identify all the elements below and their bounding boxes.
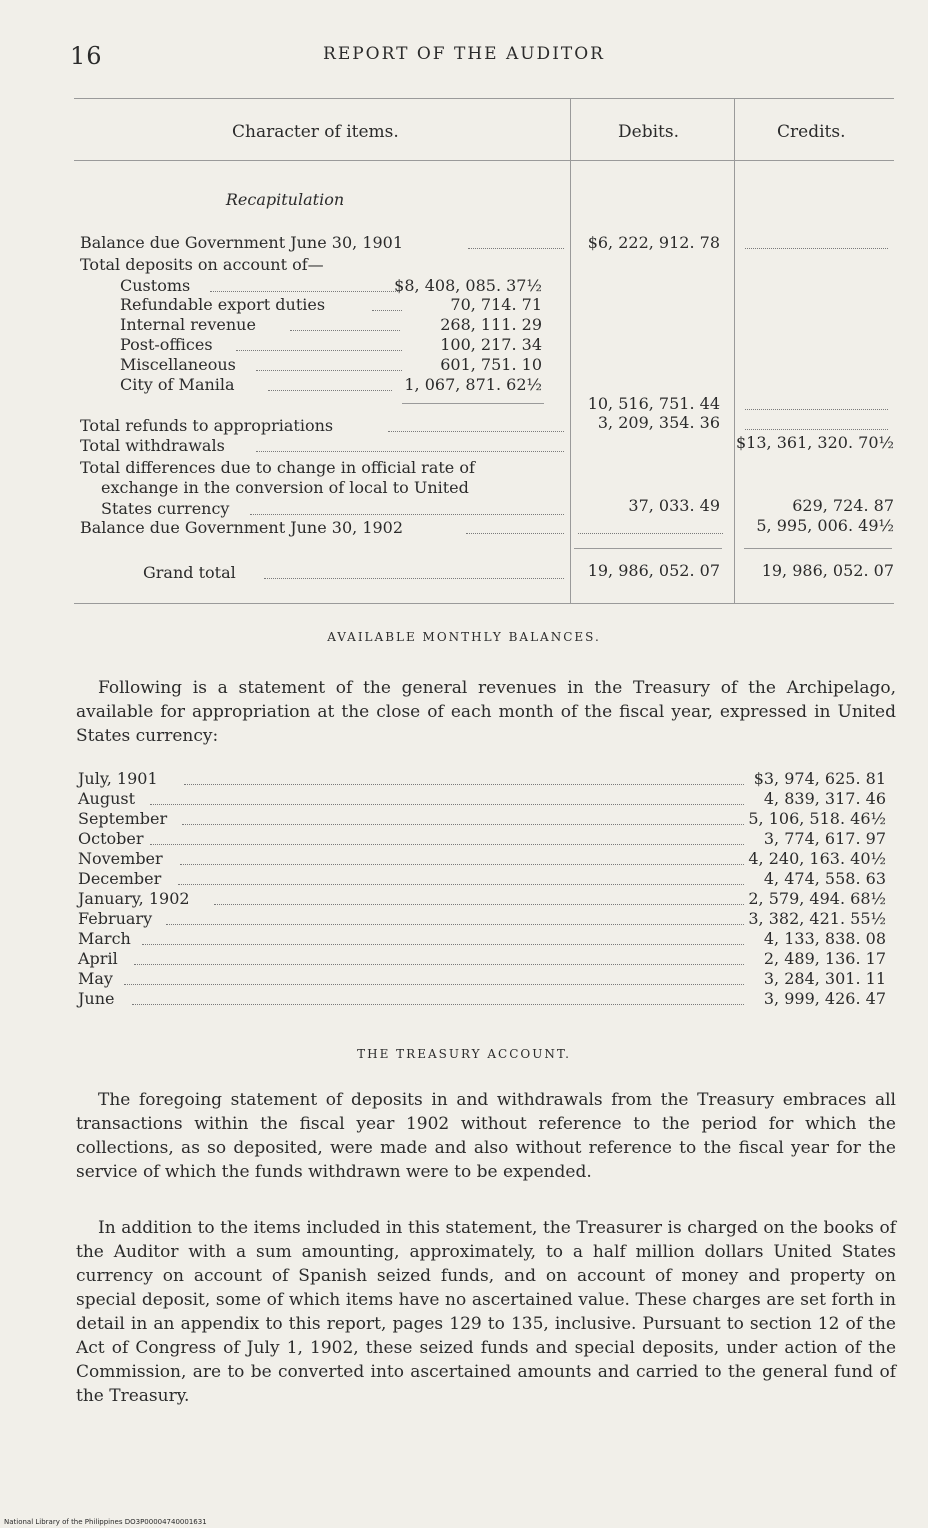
deposits-total-debit: 10, 516, 751. 44 [587, 394, 720, 413]
leader-dots [578, 533, 723, 534]
column-header-debits: Debits. [618, 122, 679, 142]
section-title-monthly: AVAILABLE MONTHLY BALANCES. [327, 630, 601, 644]
row-differences-line2: exchange in the conversion of local to United [101, 478, 469, 497]
leader-dots [256, 370, 402, 371]
row-grand-total-debit: 19, 986, 052. 07 [587, 561, 720, 580]
leader-dots [142, 944, 744, 945]
leader-dots [290, 330, 400, 331]
leader-dots [184, 784, 744, 785]
deposit-label: Miscellaneous [120, 355, 236, 374]
month-label: April [78, 949, 118, 968]
month-amount: $3, 974, 625. 81 [753, 769, 886, 788]
deposit-amount: 601, 751. 10 [440, 355, 542, 374]
month-label: March [78, 929, 131, 948]
leader-dots [466, 533, 564, 534]
leader-dots [236, 350, 402, 351]
leader-dots [134, 964, 744, 965]
credits-column-divider [734, 98, 735, 603]
total-rule [574, 548, 722, 549]
deposit-label: Customs [120, 276, 191, 295]
deposit-label: Refundable export duties [120, 295, 326, 314]
month-label: July, 1901 [78, 769, 158, 788]
table-top-rule [74, 98, 894, 99]
treasury-paragraph-2 [76, 1216, 896, 1408]
table-bottom-rule [74, 603, 894, 604]
leader-dots [250, 514, 564, 515]
subtotal-rule [402, 403, 544, 404]
deposits-label: Total deposits on account of— [80, 255, 324, 274]
month-amount: 5, 106, 518. 46½ [748, 809, 886, 828]
month-label: February [78, 909, 153, 928]
month-amount: 2, 489, 136. 17 [763, 949, 886, 968]
row-differences-debit: 37, 033. 49 [628, 496, 720, 515]
month-label: September [78, 809, 168, 828]
row-differences-line1: Total differences due to change in official rate of [80, 458, 475, 477]
leader-dots [745, 409, 888, 410]
leader-dots [180, 864, 744, 865]
month-amount: 3, 284, 301. 11 [763, 969, 886, 988]
row-balance-1902-credit: 5, 995, 006. 49½ [756, 516, 894, 535]
row-balance-1901-debit: $6, 222, 912. 78 [587, 233, 720, 252]
month-label: May [78, 969, 113, 988]
leader-dots [745, 429, 888, 430]
deposit-amount: 268, 111. 29 [440, 315, 542, 334]
header-bottom-rule [74, 160, 894, 161]
month-amount: 4, 839, 317. 46 [763, 789, 886, 808]
deposit-amount: 70, 714. 71 [450, 295, 542, 314]
page-number: 16 [70, 42, 103, 70]
recapitulation-heading: Recapitulation [225, 190, 345, 209]
column-header-credits: Credits. [777, 122, 846, 142]
deposit-amount: $8, 408, 085. 37½ [394, 276, 542, 295]
leader-dots [372, 310, 402, 311]
section-title-treasury: THE TREASURY ACCOUNT. [357, 1047, 571, 1061]
leader-dots [468, 248, 564, 249]
month-label: October [78, 829, 144, 848]
month-label: August [78, 789, 136, 808]
leader-dots [132, 1004, 744, 1005]
leader-dots [150, 804, 744, 805]
deposit-label: Internal revenue [120, 315, 256, 334]
leader-dots [388, 431, 564, 432]
deposit-label: Post-offices [120, 335, 213, 354]
row-grand-total-label: Grand total [143, 563, 236, 582]
month-label: January, 1902 [78, 889, 190, 908]
month-amount: 3, 774, 617. 97 [763, 829, 886, 848]
row-differences-credit: 629, 724. 87 [792, 496, 894, 515]
month-amount: 2, 579, 494. 68½ [748, 889, 886, 908]
leader-dots [264, 578, 564, 579]
row-grand-total-credit: 19, 986, 052. 07 [761, 561, 894, 580]
leader-dots [166, 924, 744, 925]
row-refunds-debit: 3, 209, 354. 36 [597, 413, 720, 432]
column-header-character: Character of items. [232, 122, 399, 142]
month-label: December [78, 869, 162, 888]
footer-credit: National Library of the Philippines DO3P00004740001631 [4, 1518, 207, 1526]
row-refunds-label: Total refunds to appropriations [80, 416, 334, 435]
deposit-label: City of Manila [120, 375, 235, 394]
paragraph-text: In addition to the items included in this statement, the Treasurer is charged on the books of the Auditor with a sum amounting, approximately, to a half million dollars United States currency on account of Spanish seized funds, and on account of money and property on special deposit, some of which items have no ascertained value. These charges are set forth in detail in an appendix to this report, pages 129 to 135, inclusive. Pursuant to section 12 of the Act of Congress of July 1, 1902, these seized funds and special deposits, under action of the Commission, are to be converted into ascertained amounts and carried to the general fund of the Treasury. [76, 1218, 896, 1406]
month-amount: 4, 474, 558. 63 [763, 869, 886, 888]
leader-dots [268, 390, 392, 391]
row-differences-line3: States currency [101, 499, 230, 518]
month-label: November [78, 849, 163, 868]
page-header-title: REPORT OF THE AUDITOR [323, 44, 605, 64]
row-withdrawals-label: Total withdrawals [80, 436, 225, 455]
month-amount: 4, 133, 838. 08 [763, 929, 886, 948]
row-withdrawals-credit: $13, 361, 320. 70½ [736, 433, 894, 452]
row-balance-1901-label: Balance due Government June 30, 1901 [80, 233, 404, 252]
month-amount: 3, 999, 426. 47 [763, 989, 886, 1008]
row-balance-1902-label: Balance due Government June 30, 1902 [80, 518, 404, 537]
paragraph-text: Following is a statement of the general revenues in the Treasury of the Archipelago, available for appropriation at the close of each month of the fiscal year, expressed in United States currency: [76, 678, 896, 746]
leader-dots [745, 248, 888, 249]
month-label: June [78, 989, 115, 1008]
monthly-intro-paragraph [76, 676, 896, 748]
deposit-amount: 100, 217. 34 [440, 335, 542, 354]
paragraph-text: The foregoing statement of deposits in and withdrawals from the Treasury embraces all transactions within the fiscal year 1902 without reference to the period for which the collections, as so deposited, were made and also without reference to the fiscal year for the service of which the funds withdrawn were to be expended. [76, 1090, 896, 1182]
leader-dots [182, 824, 744, 825]
debits-column-divider [570, 98, 571, 603]
deposit-amount: 1, 067, 871. 62½ [404, 375, 542, 394]
month-amount: 4, 240, 163. 40½ [748, 849, 886, 868]
leader-dots [214, 904, 744, 905]
leader-dots [150, 844, 744, 845]
leader-dots [256, 451, 564, 452]
leader-dots [124, 984, 744, 985]
total-rule [744, 548, 892, 549]
leader-dots [178, 884, 744, 885]
leader-dots [210, 291, 400, 292]
month-amount: 3, 382, 421. 55½ [748, 909, 886, 928]
treasury-paragraph-1 [76, 1088, 896, 1184]
